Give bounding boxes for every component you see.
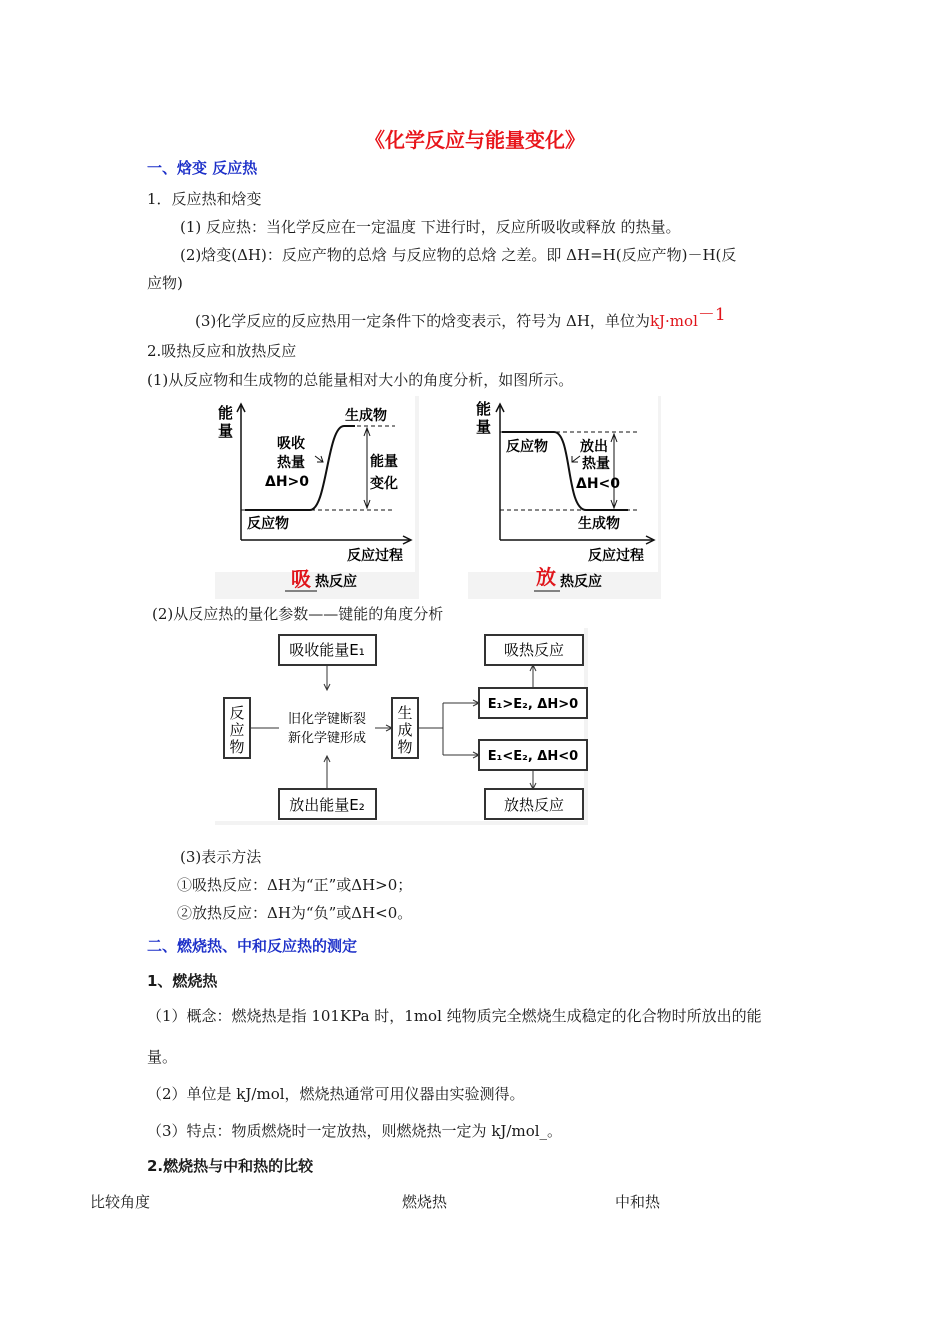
x-axis-label: 反应过程 xyxy=(347,548,403,564)
concept-line2: 量。 xyxy=(147,1048,178,1066)
item-combustion-heat: 1、燃烧热 xyxy=(147,972,218,990)
svg-text:成: 成 xyxy=(397,721,413,739)
method-endo: ①吸热反应：ΔH为“正”或ΔH>0； xyxy=(177,876,413,894)
item-reaction-heat-enthalpy: 1．反应热和焓变 xyxy=(147,190,262,208)
exothermic-box: 放热反应 xyxy=(503,796,565,814)
change-label-2: 变化 xyxy=(370,476,398,492)
para-delta-h-unit xyxy=(195,306,726,331)
product-label: 生成物 xyxy=(578,516,620,532)
bond-break-label: 旧化学键断裂 xyxy=(287,712,367,727)
item-endo-exo: 2.吸热反应和放热反应 xyxy=(147,342,297,360)
svg-text:生: 生 xyxy=(397,704,413,722)
caption-highlight: 吸 xyxy=(291,567,311,591)
svg-text:物: 物 xyxy=(229,738,245,756)
table-header-neutralization: 中和热 xyxy=(615,1193,661,1211)
endothermic-diagram xyxy=(215,396,419,599)
item-comparison xyxy=(147,1155,313,1176)
sub-energy-analysis: (1)从反应物和生成物的总能量相对大小的角度分析，如图所示。 xyxy=(147,371,574,389)
concept-line1: （1）概念：燃烧热是指 101KPa 时，1mol 纯物质完全燃烧生成稳定的化合物时所放出的能 xyxy=(147,1007,762,1025)
feature-line: （3）特点：物质燃烧时一定放热，则燃烧热一定为 kJ/mol_。 xyxy=(147,1122,563,1140)
sub-representation: (3)表示方法 xyxy=(180,848,262,866)
x-axis-label: 反应过程 xyxy=(588,548,644,564)
section2-heading: 二、燃烧热、中和反应热的测定 xyxy=(147,937,358,955)
y-label-1: 能 xyxy=(476,400,492,418)
absorb-label-1: 吸收 xyxy=(277,436,305,452)
table-header-aspect: 比较角度 xyxy=(90,1193,151,1211)
release-label-2: 热量 xyxy=(582,456,610,472)
svg-text:应: 应 xyxy=(229,721,245,739)
exothermic-diagram xyxy=(468,396,661,599)
comparison-title: 2.燃烧热与中和热的比较 xyxy=(147,1157,314,1175)
sub-bond-energy: (2)从反应热的量化参数——键能的角度分析 xyxy=(152,605,444,623)
unit-line: （2）单位是 kJ/mol，燃烧热通常可用仪器由实验测得。 xyxy=(147,1085,525,1103)
table-header-combustion: 燃烧热 xyxy=(402,1193,448,1211)
svg-text:物: 物 xyxy=(397,738,413,756)
caption-rest: 热反应 xyxy=(315,574,357,590)
bond-form-label: 新化学键形成 xyxy=(287,731,367,746)
condition-exo: E₁<E₂, ΔH<0 xyxy=(487,749,579,764)
absorb-energy-box: 吸收能量E₁ xyxy=(289,641,365,659)
reactant-label: 反应物 xyxy=(506,439,548,455)
para-reaction-heat: (1) 反应热：当化学反应在一定温度 下进行时，反应所吸收或释放 的热量。 xyxy=(180,218,681,236)
reactant-label: 反应物 xyxy=(247,516,289,532)
product-label: 生成物 xyxy=(345,408,387,424)
unit-exponent: －1 xyxy=(697,305,726,325)
release-label-3: ΔH<0 xyxy=(576,476,621,492)
absorb-label-2: 热量 xyxy=(277,455,305,471)
unit-text: kJ·mol xyxy=(649,312,698,330)
section1-heading: 一、焓变 反应热 xyxy=(147,159,258,177)
caption-highlight: 放 xyxy=(536,565,556,589)
bond-energy-flowchart xyxy=(215,628,588,825)
para-enthalpy-change-line2: 应物) xyxy=(147,274,183,292)
y-label-2: 量 xyxy=(476,418,492,436)
para-enthalpy-change-line1: (2)焓变(ΔH)：反应产物的总焓 与反应物的总焓 之差。即 ΔH=H(反应产物)－H(反 xyxy=(180,246,737,264)
release-label-1: 放出 xyxy=(580,439,608,455)
release-energy-box: 放出能量E₂ xyxy=(289,796,365,814)
page-title: 《化学反应与能量变化》 xyxy=(365,128,585,152)
method-exo: ②放热反应：ΔH为“负”或ΔH<0。 xyxy=(177,904,413,922)
svg-text:反: 反 xyxy=(229,704,245,722)
y-label-1: 能 xyxy=(218,404,234,422)
para-delta-h-text: (3)化学反应的反应热用一定条件下的焓变表示，符号为 ΔH，单位为 xyxy=(195,312,650,330)
change-label-1: 能量 xyxy=(370,454,398,470)
absorb-label-3: ΔH>0 xyxy=(265,474,310,490)
condition-endo: E₁>E₂, ΔH>0 xyxy=(487,697,579,712)
caption-rest: 热反应 xyxy=(560,574,602,590)
endothermic-box: 吸热反应 xyxy=(503,641,565,659)
y-label-2: 量 xyxy=(218,422,234,440)
